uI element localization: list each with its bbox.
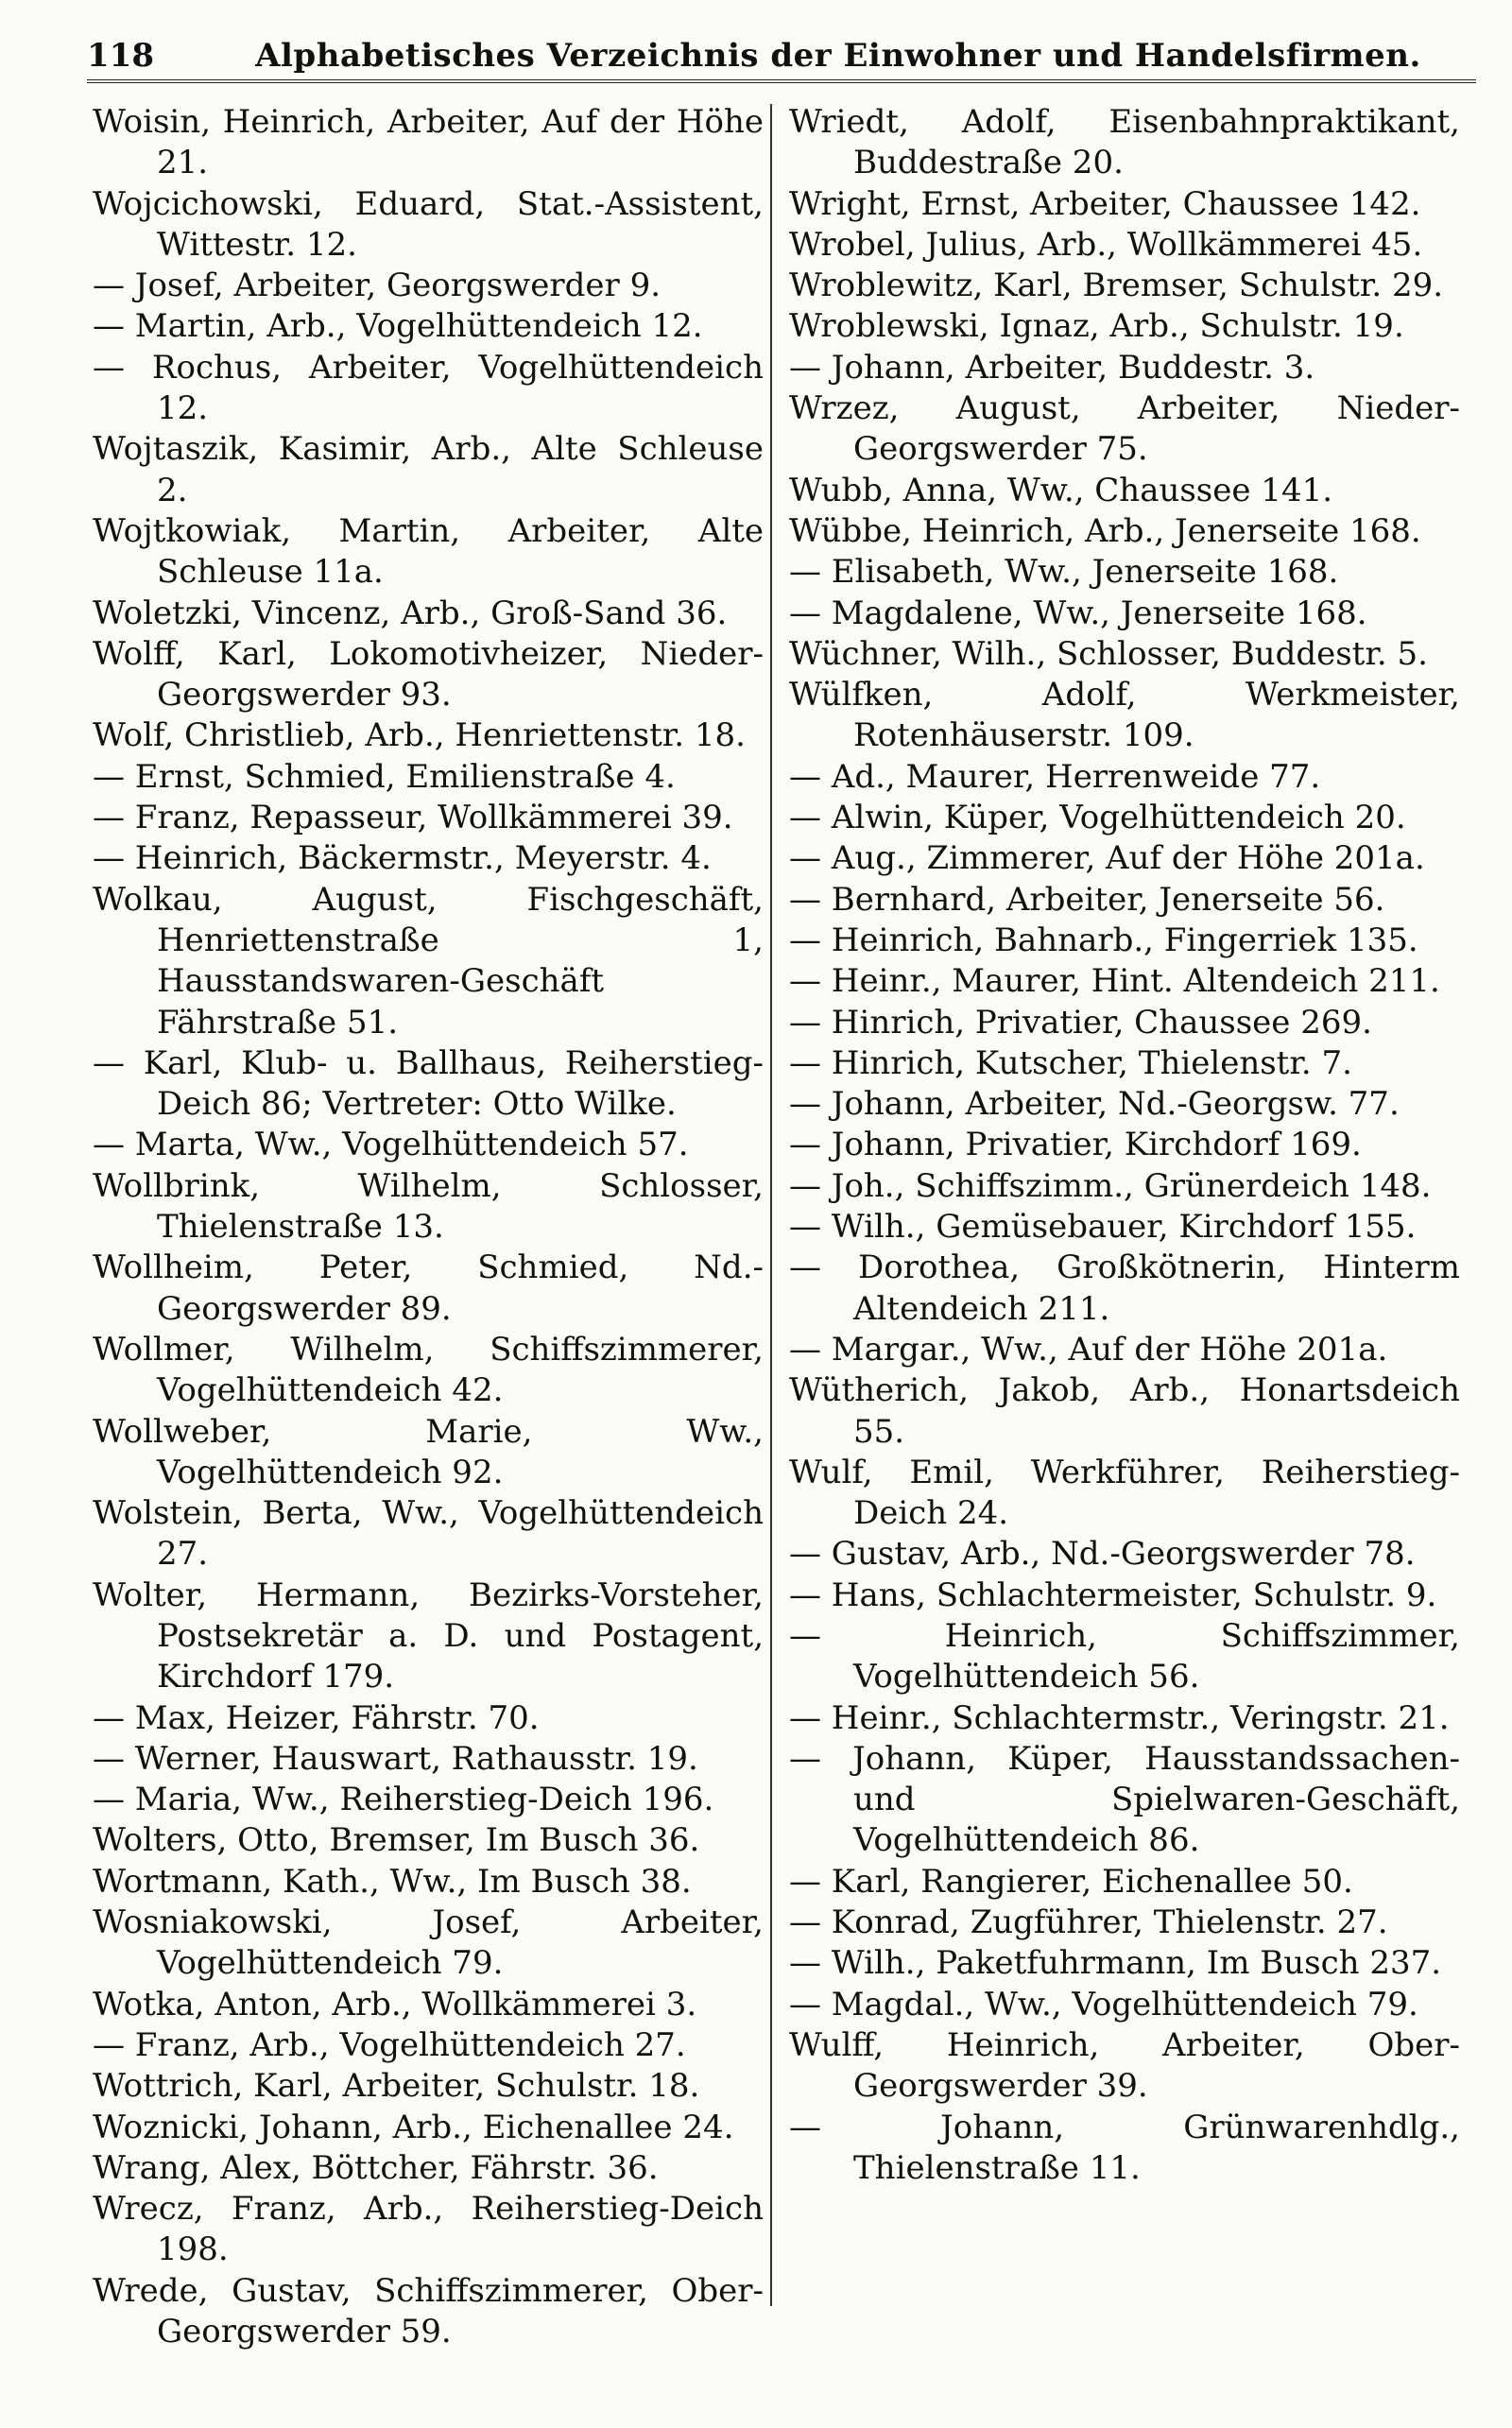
directory-entry: Wroblewitz, Karl, Bremser, Schulstr. 29. (789, 267, 1444, 305)
page-header (87, 32, 1476, 83)
directory-entry: Wollheim, Peter, Schmied, Nd.-Georgswerder 89. (93, 1248, 764, 1328)
directory-entry: — Johann, Privatier, Kirchdorf 169. (789, 1126, 1362, 1164)
running-title: Alphabetisches Verzeichnis der Einwohner und Handelsfirmen. (255, 37, 1421, 75)
directory-entry: Wortmann, Kath., Ww., Im Busch 38. (93, 1862, 692, 1901)
directory-entry: Wolff, Karl, Lokomotivheizer, Nieder-Georgswerder 93. (93, 634, 764, 715)
directory-entry: Wrobel, Julius, Arb., Wollkämmerei 45. (789, 225, 1423, 264)
directory-entry: Wubb, Anna, Ww., Chaussee 141. (789, 471, 1333, 509)
directory-entry: — Margar., Ww., Auf der Höhe 201a. (789, 1330, 1388, 1369)
directory-entry: — Rochus, Arbeiter, Vogelhüttendeich 12. (93, 348, 764, 428)
directory-entry: — Johann, Grünwarenhdlg., Thielenstraße 11. (789, 2108, 1460, 2187)
directory-entry: Wojtaszik, Kasimir, Arb., Alte Schleuse 2. (93, 430, 764, 509)
directory-entry: Wrang, Alex, Böttcher, Fährstr. 36. (93, 2148, 659, 2187)
directory-entry: — Heinrich, Bäckermstr., Meyerstr. 4. (93, 839, 712, 878)
directory-entry: — Franz, Arb., Vogelhüttendeich 27. (93, 2025, 686, 2064)
directory-entry: — Wilh., Gemüsebauer, Kirchdorf 155. (789, 1208, 1417, 1247)
directory-entry: Wottrich, Karl, Arbeiter, Schulstr. 18. (93, 2067, 700, 2106)
left-column (93, 102, 764, 2352)
directory-entry: — Heinrich, Schiffszimmer, Vogelhüttendeich 56. (789, 1616, 1460, 1696)
directory-entry: Wollweber, Marie, Ww., Vogelhüttendeich 92. (93, 1412, 764, 1491)
directory-entry: Wolstein, Berta, Ww., Vogelhüttendeich 27. (93, 1494, 764, 1574)
directory-entry: — Karl, Rangierer, Eichenallee 50. (789, 1862, 1353, 1901)
directory-entry: Wolf, Christlieb, Arb., Henriettenstr. 18. (93, 716, 746, 755)
directory-entry: — Hinrich, Kutscher, Thielenstr. 7. (789, 1043, 1352, 1082)
directory-entry: — Elisabeth, Ww., Jenerseite 168. (789, 553, 1339, 592)
directory-entry: — Joh., Schiffszimm., Grünerdeich 148. (789, 1166, 1432, 1205)
directory-entry: Wosniakowski, Josef, Arbeiter, Vogelhüttendeich 79. (93, 1903, 764, 1983)
directory-entry: Wolter, Hermann, Bezirks-Vorsteher, Postsekretär a. D. und Postagent, Kirchdorf 179. (93, 1576, 764, 1696)
directory-entry: — Josef, Arbeiter, Georgswerder 9. (93, 267, 662, 305)
directory-entry: Woletzki, Vincenz, Arb., Groß-Sand 36. (93, 594, 728, 632)
directory-entry: Wübbe, Heinrich, Arb., Jenerseite 168. (789, 511, 1421, 550)
directory-entry: Wüchner, Wilh., Schlosser, Buddestr. 5. (789, 634, 1428, 673)
directory-entry: — Marta, Ww., Vogelhüttendeich 57. (93, 1126, 689, 1164)
directory-entry: Wolkau, August, Fischgeschäft, Henriettenstraße 1, Hausstandswaren-Geschäft Fährstraße 51. (93, 880, 764, 1042)
directory-entry: — Aug., Zimmerer, Auf der Höhe 201a. (789, 839, 1425, 878)
directory-entry: Wotka, Anton, Arb., Wollkämmerei 3. (93, 1985, 697, 2023)
directory-entry: Wütherich, Jakob, Arb., Honartsdeich 55. (789, 1371, 1460, 1451)
directory-entry: Wulff, Heinrich, Arbeiter, Ober-Georgswerder 39. (789, 2025, 1460, 2106)
directory-entry: Wroblewski, Ignaz, Arb., Schulstr. 19. (789, 307, 1404, 346)
directory-entry: — Hinrich, Privatier, Chaussee 269. (789, 1003, 1372, 1042)
directory-entry: — Magdal., Ww., Vogelhüttendeich 79. (789, 1985, 1418, 2023)
directory-entry: — Heinrich, Bahnarb., Fingerriek 135. (789, 921, 1418, 959)
directory-entry: — Martin, Arb., Vogelhüttendeich 12. (93, 307, 703, 346)
directory-entry: Wülfken, Adolf, Werkmeister, Rotenhäuserstr. 109. (789, 676, 1460, 755)
directory-entry: — Heinr., Schlachtermstr., Veringstr. 21. (789, 1698, 1450, 1737)
column-divider (770, 104, 772, 2306)
directory-entry: — Ernst, Schmied, Emilienstraße 4. (93, 757, 676, 796)
directory-entry: — Johann, Arbeiter, Nd.-Georgsw. 77. (789, 1085, 1400, 1124)
directory-entry: — Hans, Schlachtermeister, Schulstr. 9. (789, 1576, 1437, 1614)
page-number: 118 (87, 37, 154, 75)
directory-entry: Wriedt, Adolf, Eisenbahnpraktikant, Buddestraße 20. (789, 103, 1460, 182)
directory-entry: — Alwin, Küper, Vogelhüttendeich 20. (789, 799, 1406, 837)
directory-entry: Woisin, Heinrich, Arbeiter, Auf der Höhe 21. (93, 103, 764, 182)
directory-entry: Woznicki, Johann, Arb., Eichenallee 24. (93, 2108, 734, 2146)
directory-entry: — Magdalene, Ww., Jenerseite 168. (789, 594, 1367, 632)
directory-entry: — Johann, Küper, Hausstandssachen- und Spielwaren-Geschäft, Vogelhüttendeich 86. (789, 1739, 1460, 1860)
directory-entry: — Maria, Ww., Reiherstieg-Deich 196. (93, 1781, 714, 1819)
directory-entry: — Bernhard, Arbeiter, Jenerseite 56. (789, 880, 1385, 919)
directory-entry: Wrede, Gustav, Schiffszimmerer, Ober-Georgswerder 59. (93, 2271, 764, 2351)
directory-entry: — Karl, Klub- u. Ballhaus, Reiherstieg-Deich 86; Vertreter: Otto Wilke. (93, 1043, 764, 1124)
directory-entry: Wulf, Emil, Werkführer, Reiherstieg-Deich 24. (789, 1453, 1460, 1533)
directory-entry: Wojcichowski, Eduard, Stat.-Assistent, Wittestr. 12. (93, 184, 764, 264)
directory-entry: Wojtkowiak, Martin, Arbeiter, Alte Schleuse 11a. (93, 511, 764, 592)
directory-entry: — Johann, Arbeiter, Buddestr. 3. (789, 348, 1315, 387)
directory-entry: — Ad., Maurer, Herrenweide 77. (789, 757, 1321, 796)
directory-entry: Wollmer, Wilhelm, Schiffszimmerer, Vogelhüttendeich 42. (93, 1330, 764, 1410)
directory-entry: — Werner, Hauswart, Rathausstr. 19. (93, 1739, 698, 1778)
directory-entry: Wright, Ernst, Arbeiter, Chaussee 142. (789, 184, 1421, 223)
directory-entry: — Max, Heizer, Fährstr. 70. (93, 1698, 540, 1737)
directory-entry: Wrecz, Franz, Arb., Reiherstieg-Deich 198. (93, 2190, 764, 2269)
directory-entry: — Heinr., Maurer, Hint. Altendeich 211. (789, 962, 1440, 1001)
directory-entry: — Konrad, Zugführer, Thielenstr. 27. (789, 1903, 1388, 1942)
directory-entry: Wolters, Otto, Bremser, Im Busch 36. (93, 1821, 700, 1860)
directory-entry: — Dorothea, Großkötnerin, Hinterm Altendeich 211. (789, 1248, 1460, 1328)
directory-entry: — Wilh., Paketfuhrmann, Im Busch 237. (789, 1944, 1442, 1983)
directory-entry: — Franz, Repasseur, Wollkämmerei 39. (93, 799, 733, 837)
directory-entry: Wollbrink, Wilhelm, Schlosser, Thielenstraße 13. (93, 1166, 764, 1247)
directory-entry: Wrzez, August, Arbeiter, Nieder-Georgswerder 75. (789, 389, 1460, 469)
directory-entry: — Gustav, Arb., Nd.-Georgswerder 78. (789, 1535, 1416, 1574)
right-column (789, 102, 1460, 2189)
